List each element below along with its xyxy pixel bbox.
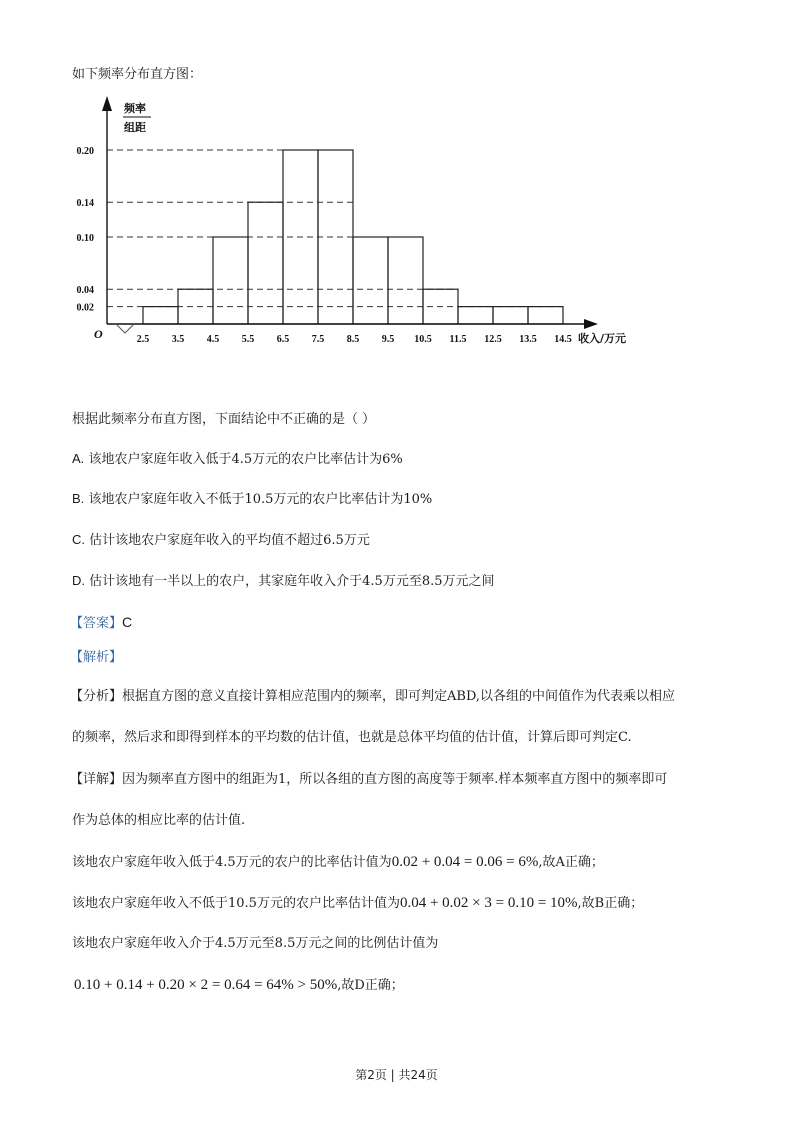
intro-text: 如下频率分布直方图： xyxy=(72,67,203,82)
x-tick-label: 9.5 xyxy=(381,334,395,345)
option-d xyxy=(72,572,495,591)
option-text: 估计该地农户家庭年收入的平均值不超过6.5万元 xyxy=(89,533,370,548)
x-tick-label: 2.5 xyxy=(136,334,150,345)
x-tick-label: 6.5 xyxy=(276,334,290,345)
xiangjie-line-2: 作为总体的相应比率的估计值. xyxy=(72,813,246,828)
histogram-bar xyxy=(388,237,423,324)
option-text: 估计该地有一半以上的农户，其家庭年收入介于4.5万元至8.5万元之间 xyxy=(89,574,495,589)
origin-label: O xyxy=(94,327,103,341)
x-axis-arrow-icon xyxy=(584,319,598,329)
option-letter: A. xyxy=(72,451,85,466)
y-axis-label-numerator: 频率 xyxy=(124,102,146,115)
xiangjie-text: 因为频率直方图中的组距为1，所以各组的直方图的高度等于频率.样本频率直方图中的频率即可 xyxy=(122,772,668,787)
x-tick-label: 3.5 xyxy=(171,334,185,345)
histogram-bar xyxy=(353,237,388,324)
y-tick-label: 0.02 xyxy=(76,302,94,314)
detail-line-b xyxy=(72,894,643,913)
histogram-bar xyxy=(213,237,248,324)
x-tick-label: 8.5 xyxy=(346,334,360,345)
detail-text: 该地农户家庭年收入低于4.5万元的农户的比率估计值为 xyxy=(72,855,392,870)
x-tick-label: 7.5 xyxy=(311,334,325,345)
question-text: 根据此频率分布直方图，下面结论中不正确的是（ ） xyxy=(72,412,376,427)
option-c xyxy=(72,531,370,550)
option-text: 该地农户家庭年收入不低于10.5万元的农户比率估计为10% xyxy=(88,492,433,507)
x-tick-label: 14.5 xyxy=(554,334,572,345)
option-letter: B. xyxy=(72,491,85,506)
y-tick-label: 0.10 xyxy=(76,233,94,244)
xiangjie-label: 【详解】 xyxy=(70,772,123,787)
histogram-bar xyxy=(458,307,493,324)
histogram-chart xyxy=(60,88,660,358)
detail-line-d xyxy=(74,976,404,995)
y-tick-label: 0.14 xyxy=(76,198,94,210)
detail-text: 该地农户家庭年收入介于4.5万元至8.5万元之间的比例估计值为 xyxy=(72,936,439,951)
detail-tail: ,故A正确； xyxy=(538,855,604,870)
detail-math: 0.10 + 0.14 + 0.20 × 2 = 0.64 = 64% > 50% xyxy=(74,977,338,993)
histogram-bar xyxy=(493,307,528,324)
fenxi-line-1 xyxy=(70,688,675,706)
x-tick-label: 13.5 xyxy=(519,334,537,345)
answer-value: C xyxy=(122,614,133,630)
detail-text: 该地农户家庭年收入不低于10.5万元的农户比率估计值为 xyxy=(72,896,400,911)
x-tick-label: 11.5 xyxy=(449,334,467,345)
answer-label: 【答案】 xyxy=(70,616,123,631)
detail-tail: ,故B正确； xyxy=(577,896,644,911)
y-axis-label-denominator: 组距 xyxy=(124,121,146,134)
option-b xyxy=(72,490,432,509)
x-tick-label: 12.5 xyxy=(484,334,502,345)
y-tick-label: 0.04 xyxy=(76,285,94,297)
option-letter: D. xyxy=(72,573,85,588)
analysis-label: 【解析】 xyxy=(70,650,123,665)
xiangjie-line-1 xyxy=(70,771,667,789)
detail-tail: ,故D正确； xyxy=(337,978,404,993)
option-a xyxy=(72,450,403,469)
detail-line-a xyxy=(72,853,604,872)
histogram-bar xyxy=(528,307,563,324)
x-tick-label: 5.5 xyxy=(241,334,255,345)
x-axis-label: 收入/万元 xyxy=(578,332,627,345)
fenxi-label: 【分析】 xyxy=(70,689,123,704)
option-text: 该地农户家庭年收入低于4.5万元的农户比率估计为6% xyxy=(88,452,403,467)
histogram-bar xyxy=(143,307,178,324)
histogram-bar xyxy=(248,202,283,324)
y-axis-arrow-icon xyxy=(102,96,112,111)
fenxi-line-2: 的频率，然后求和即得到样本的平均数的估计值，也就是总体平均值的估计值，计算后即可判定C. xyxy=(72,730,632,745)
x-tick-label: 4.5 xyxy=(206,334,220,345)
detail-math: 0.02 + 0.04 = 0.06 = 6% xyxy=(391,854,539,870)
fenxi-text: 根据直方图的意义直接计算相应范围内的频率，即可判定ABD,以各组的中间值作为代表乘以相应 xyxy=(122,689,676,704)
page-footer: 第2页 | 共24页 xyxy=(355,1068,438,1082)
answer-line xyxy=(70,613,132,633)
axis-break-mark xyxy=(116,324,134,333)
detail-math: 0.04 + 0.02 × 3 = 0.10 = 10% xyxy=(399,895,578,911)
option-letter: C. xyxy=(72,532,85,547)
analysis-label-line xyxy=(70,649,122,667)
detail-line-d-intro xyxy=(72,935,438,953)
y-tick-label: 0.20 xyxy=(76,146,94,157)
x-tick-label: 10.5 xyxy=(414,334,432,345)
